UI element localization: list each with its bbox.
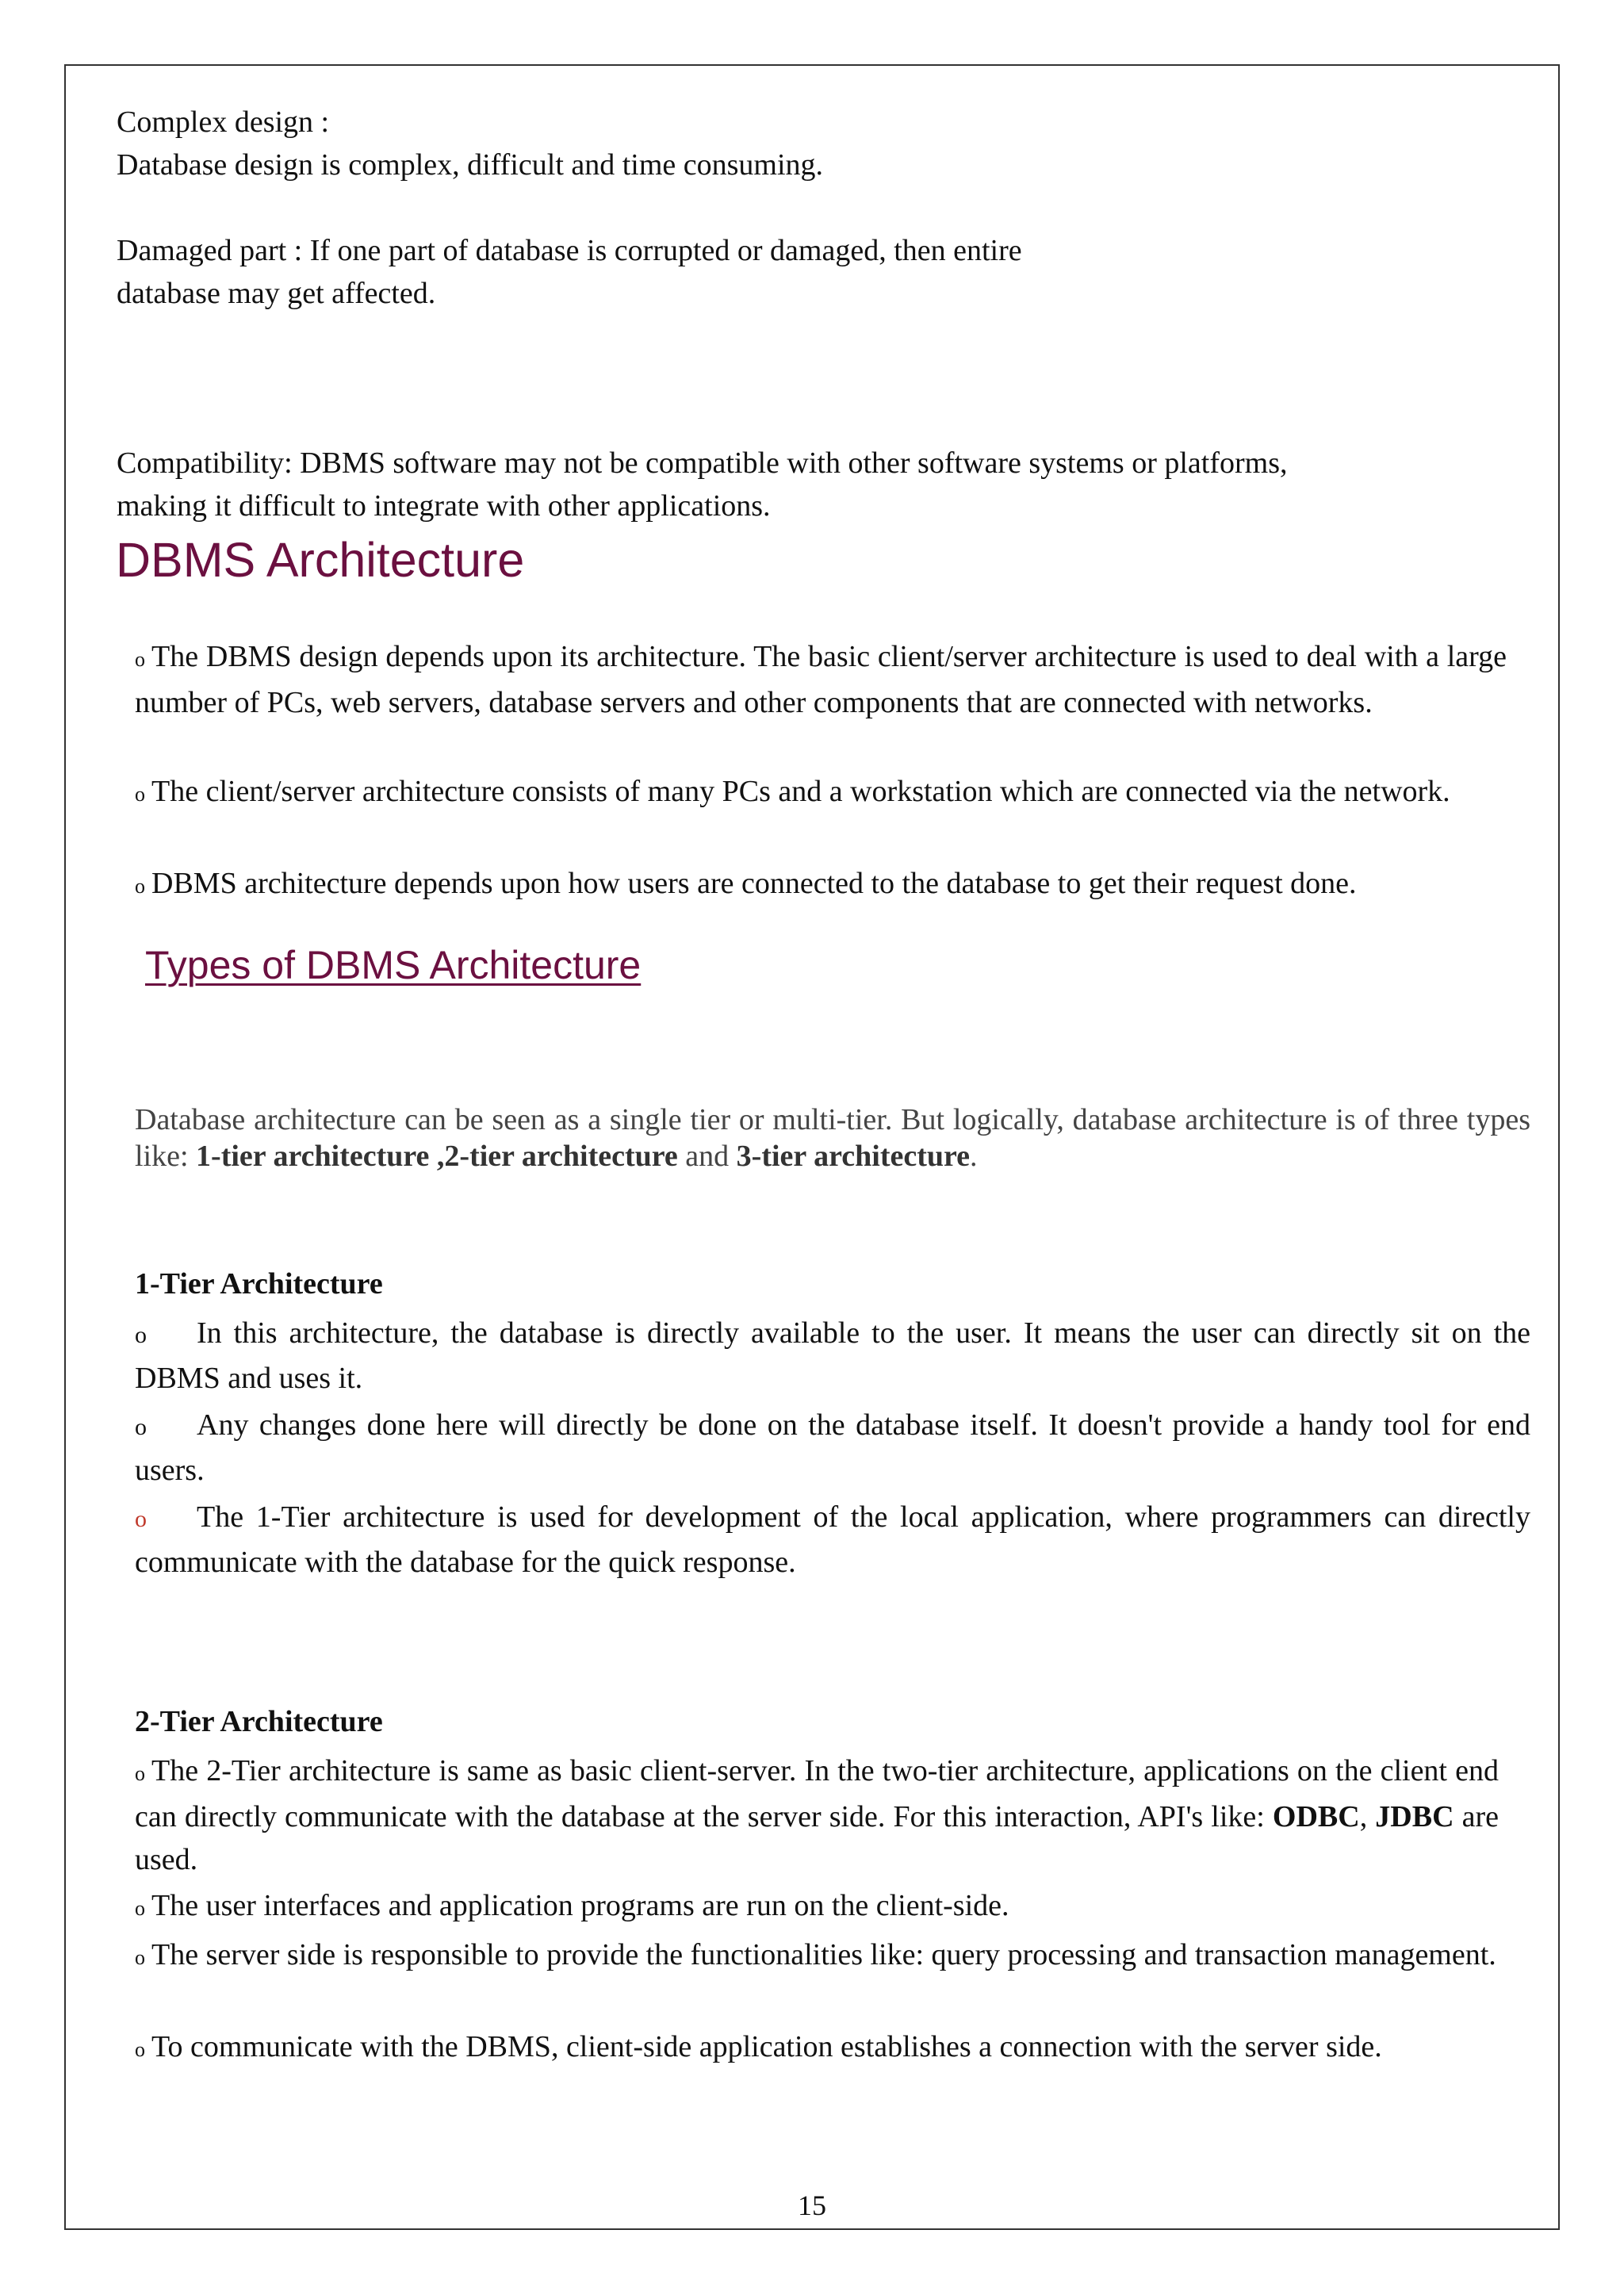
arch-bullet-1 — [135, 635, 1507, 724]
tier1-bullet-1-text: In this architecture, the database is directly available to the user. It means the user can directly sit on the DBMS and uses it. — [135, 1316, 1530, 1395]
tier2-bullet-1-text: The 2-Tier architecture is same as basic client-server. In the two-tier architecture, applications on the client end can directly communicate with the database at the server side. For this interaction, API's like: — [135, 1754, 1499, 1833]
tier2-bullet-1-end: are used. — [135, 1800, 1500, 1876]
tier2-bullet-4-text: To communicate with the DBMS, client-side application establishes a connection with the server side. — [151, 2030, 1382, 2063]
bullet-marker-red: o — [135, 1506, 147, 1532]
types-intro-part1: Database architecture can be seen as a single tier or multi-tier. But logically, database architecture is of three types like: — [135, 1103, 1530, 1173]
types-heading: Types of DBMS Architecture — [145, 943, 642, 987]
damaged-part-line1: Damaged part : If one part of database is corrupted or damaged, then entire — [117, 234, 1022, 267]
bullet-marker: o — [135, 1946, 145, 1969]
types-intro — [135, 1102, 1530, 1174]
tier1-bullet-3-text: The 1-Tier architecture is used for development of the local application, where programmers can directly communicate with the database for the quick response. — [135, 1500, 1530, 1579]
page-number: 15 — [798, 2190, 826, 2221]
bullet-marker: o — [135, 1762, 145, 1785]
compatibility-line1: Compatibility: DBMS software may not be compatible with other software systems or platforms, — [117, 446, 1288, 480]
tier2-bullet-1 — [135, 1749, 1499, 1881]
bullet-marker: o — [135, 1322, 147, 1348]
types-intro-bold2: 3-tier architecture — [736, 1140, 971, 1173]
tier1-bullet-1 — [135, 1312, 1530, 1400]
arch-bullet-2 — [135, 770, 1507, 816]
tier2-bullet-4 — [135, 2025, 1499, 2071]
dbms-architecture-heading: DBMS Architecture — [116, 533, 525, 587]
tier1-bullet-2-text: Any changes done here will directly be done on the database itself. It doesn't provide a handy tool for end users. — [135, 1408, 1530, 1487]
bullet-marker: o — [135, 2038, 145, 2061]
tier1-bullet-2 — [135, 1404, 1530, 1492]
complex-design-text: Database design is complex, difficult and time consuming. — [117, 148, 824, 182]
types-intro-bold1: 1-tier architecture ,2-tier architecture — [196, 1140, 678, 1173]
damaged-part-line2: database may get affected. — [117, 277, 436, 310]
tier2-bullet-1-sep: , — [1359, 1800, 1376, 1833]
bullet-marker: o — [135, 648, 145, 671]
tier1-heading: 1-Tier Architecture — [135, 1267, 383, 1301]
types-intro-part3: . — [970, 1140, 978, 1173]
arch-bullet-3-text: DBMS architecture depends upon how users are connected to the database to get their request done. — [151, 867, 1357, 900]
tier2-bullet-3 — [135, 1933, 1499, 1979]
odbc-label: ODBC — [1272, 1800, 1360, 1833]
tier2-bullet-2 — [135, 1884, 1499, 1930]
bullet-marker: o — [135, 875, 145, 898]
arch-bullet-3 — [135, 862, 1507, 908]
compatibility-line2: making it difficult to integrate with other applications. — [117, 489, 771, 523]
arch-bullet-2-text: The client/server architecture consists of many PCs and a workstation which are connected via the network. — [151, 775, 1450, 808]
bullet-marker: o — [135, 1414, 147, 1440]
tier1-bullet-3 — [135, 1496, 1530, 1584]
tier2-heading: 2-Tier Architecture — [135, 1705, 383, 1738]
tier2-bullet-2-text: The user interfaces and application programs are run on the client-side. — [151, 1889, 1009, 1922]
tier2-bullet-3-text: The server side is responsible to provide the functionalities like: query processing and transaction management. — [151, 1938, 1496, 1971]
arch-bullet-1-text: The DBMS design depends upon its architecture. The basic client/server architecture is used to deal with a large number of PCs, web servers, database servers and other components that are connected with networks. — [135, 640, 1507, 719]
jdbc-label: JDBC — [1375, 1800, 1454, 1833]
complex-design-title: Complex design : — [117, 105, 330, 139]
types-intro-part2: and — [677, 1140, 737, 1173]
bullet-marker: o — [135, 783, 145, 806]
bullet-marker: o — [135, 1897, 145, 1920]
